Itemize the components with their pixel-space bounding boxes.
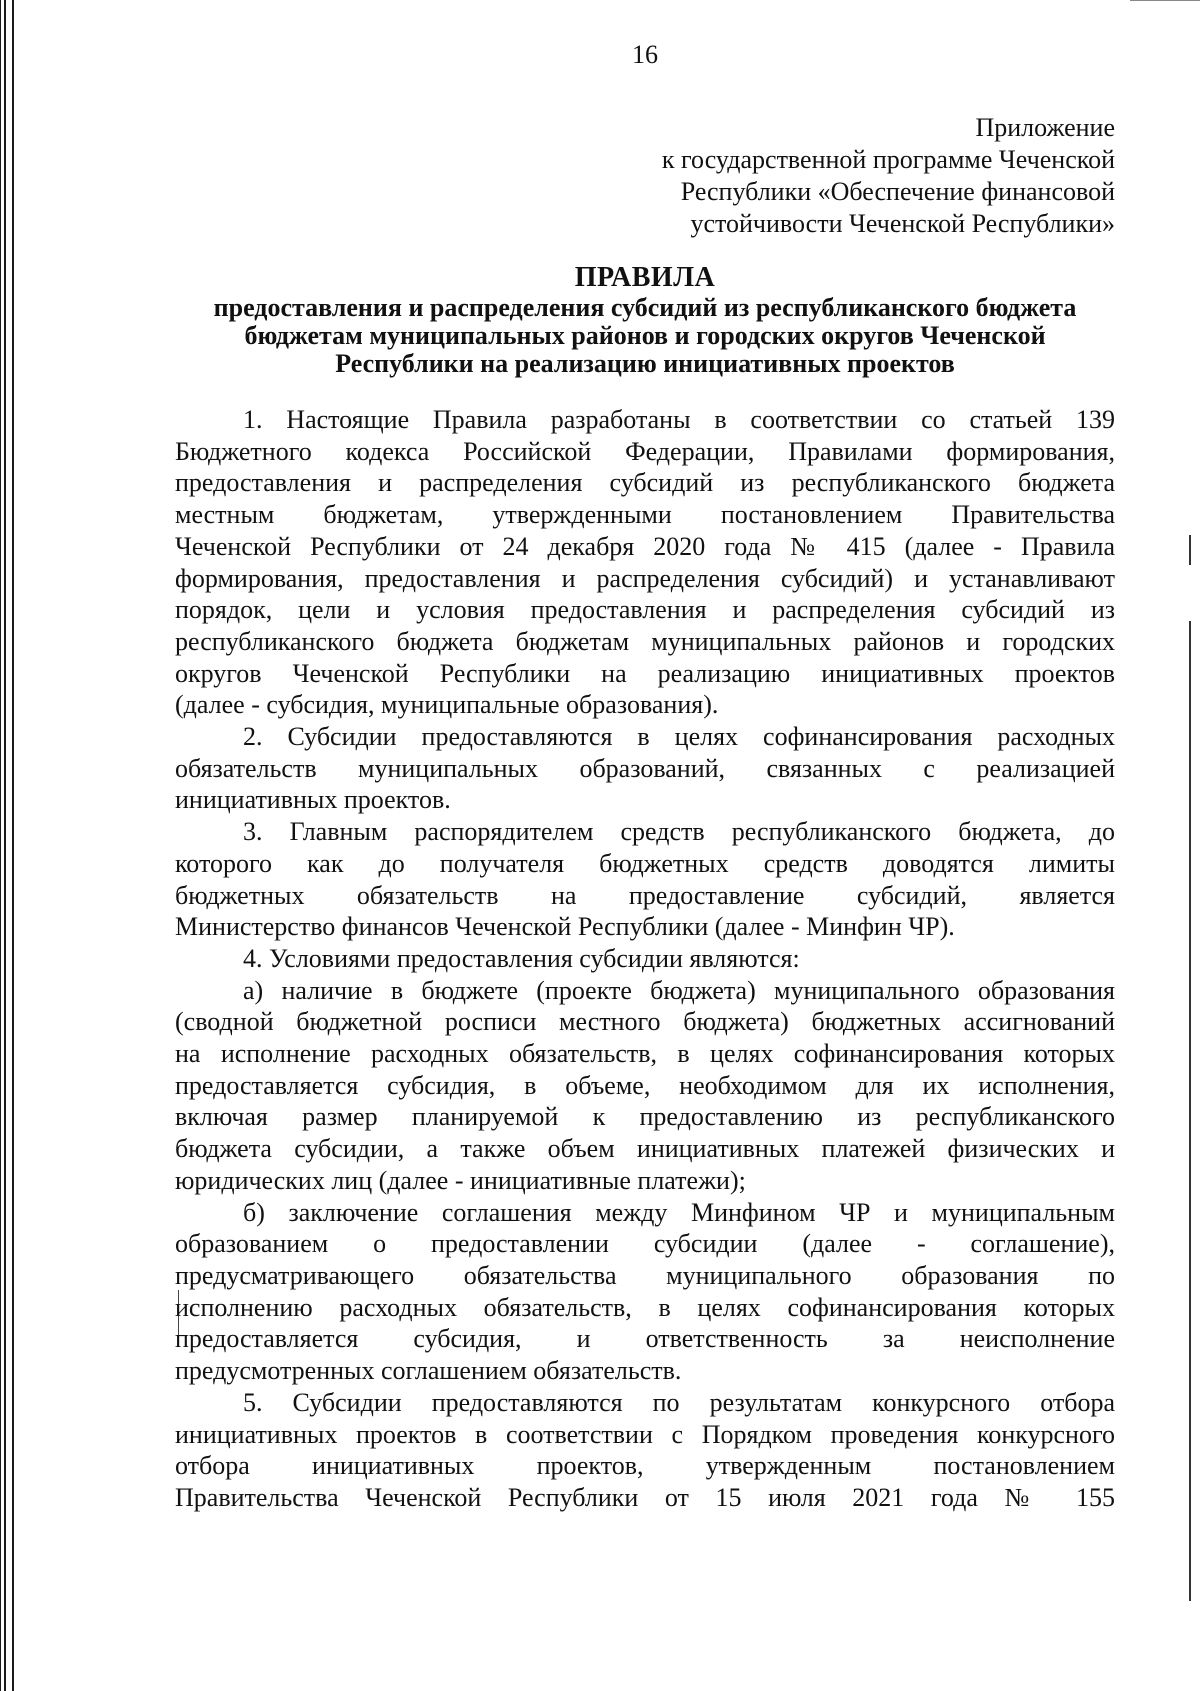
paragraph-line: предоставления и распределения субсидий из республиканского бюджета [175,468,1115,498]
paragraph-line: Правительства Чеченской Республики от 15 июля 2021 года № 155 [175,1482,1115,1512]
paragraph-line: 1. Настоящие Правила разработаны в соответствии со статьей 139 [243,405,1115,434]
paragraph [175,816,1115,943]
paragraph-line: формирования, предоставления и распределения субсидий) и устанавливают [175,563,1115,593]
paragraph-line: Министерство финансов Чеченской Республики (далее - Минфин ЧР). [175,912,955,942]
scan-edge-line [4,0,6,1691]
paragraph-line: Чеченской Республики от 24 декабря 2020 года № 415 (далее - Правила [175,531,1115,561]
paragraph-line: республиканского бюджета бюджетам муниципальных районов и городских [175,626,1115,656]
paragraph-line: предоставляется субсидия, в объеме, необходимом для их исполнения, [175,1070,1115,1100]
paragraph-line: предоставляется субсидия, и ответственность за неисполнение [175,1324,1115,1354]
paragraph-line: бюджетных обязательств на предоставление субсидий, является [175,880,1115,910]
paragraph-line: (далее - субсидия, муниципальные образования). [175,690,719,720]
paragraph-line: 5. Субсидии предоставляются по результатам конкурсного отбора [243,1387,1115,1417]
paragraph-line: (сводной бюджетной росписи местного бюджета) бюджетных ассигнований [175,1007,1115,1037]
paragraph [175,943,1115,975]
paragraph [175,404,1115,721]
document-body [175,404,1115,1514]
paragraph-line: предусмотренных соглашением обязательств. [175,1356,682,1386]
scan-edge-line [12,0,14,1691]
paragraph-line: исполнению расходных обязательств, в целях софинансирования которых [175,1292,1115,1322]
paragraph [175,975,1115,1197]
paragraph-line: б) заключение соглашения между Минфином ЧР и муниципальным [243,1197,1115,1227]
appendix-line: Республики «Обеспечение финансовой [680,177,1115,206]
paragraph-line: инициативных проектов в соответствии с Порядком проведения конкурсного [175,1419,1115,1449]
paragraph-line: образованием о предоставлении субсидии (далее - соглашение), [175,1229,1115,1259]
appendix-line: устойчивости Чеченской Республики» [690,209,1115,238]
paragraph-line: бюджета субсидии, а также объем инициативных платежей физических и [175,1134,1115,1164]
title-main: ПРАВИЛА [574,262,716,293]
paragraph-line: инициативных проектов. [175,785,451,815]
paragraph-line: Бюджетного кодекса Российской Федерации, Правилами формирования, [175,436,1115,466]
document-title [175,262,1115,378]
appendix-note [662,112,1115,240]
title-line: бюджетам муниципальных районов и городских округов Чеченской [244,321,1046,350]
paragraph-line: округов Чеченской Республики на реализацию инициативных проектов [175,658,1115,688]
paragraph-line: юридических лиц (далее - инициативные платежи); [175,1165,746,1195]
paragraph [175,1197,1115,1387]
paragraph-line: 4. Условиями предоставления субсидии являются: [243,943,800,973]
title-line: Республики на реализацию инициативных проектов [335,349,955,378]
paragraph-line: предусматривающего обязательства муниципального образования по [175,1260,1115,1290]
paragraph-line: 3. Главным распорядителем средств республиканского бюджета, до [243,817,1115,847]
paragraph-line: отбора инициативных проектов, утвержденным постановлением [175,1451,1115,1481]
appendix-line: Приложение [975,113,1115,142]
paragraph-line: на исполнение расходных обязательств, в целях софинансирования которых [175,1039,1115,1069]
paragraph-line: включая размер планируемой к предоставлению из республиканского [175,1102,1115,1132]
paragraph-line: которого как до получателя бюджетных средств доводятся лимиты [175,848,1115,878]
paragraph [175,721,1115,816]
scan-edge-line [1130,0,1200,1]
paragraph-line: порядок, цели и условия предоставления и распределения субсидий из [175,595,1115,625]
paragraph-line: а) наличие в бюджете (проекте бюджета) муниципального образования [243,975,1115,1005]
paragraph [175,1387,1115,1514]
paragraph-line: обязательств муниципальных образований, связанных с реализацией [175,753,1115,783]
paragraph-line: 2. Субсидии предоставляются в целях софинансирования расходных [243,722,1115,752]
scan-edge-mark [1189,621,1191,1601]
paragraph-line: местным бюджетам, утвержденными постановлением Правительства [175,500,1115,530]
title-line: предоставления и распределения субсидий из республиканского бюджета [213,293,1077,322]
scan-edge-mark [1189,535,1191,565]
scan-edge-line [0,0,1,1691]
page-number: 16 [632,40,658,69]
appendix-line: к государственной программе Чеченской [661,145,1115,174]
